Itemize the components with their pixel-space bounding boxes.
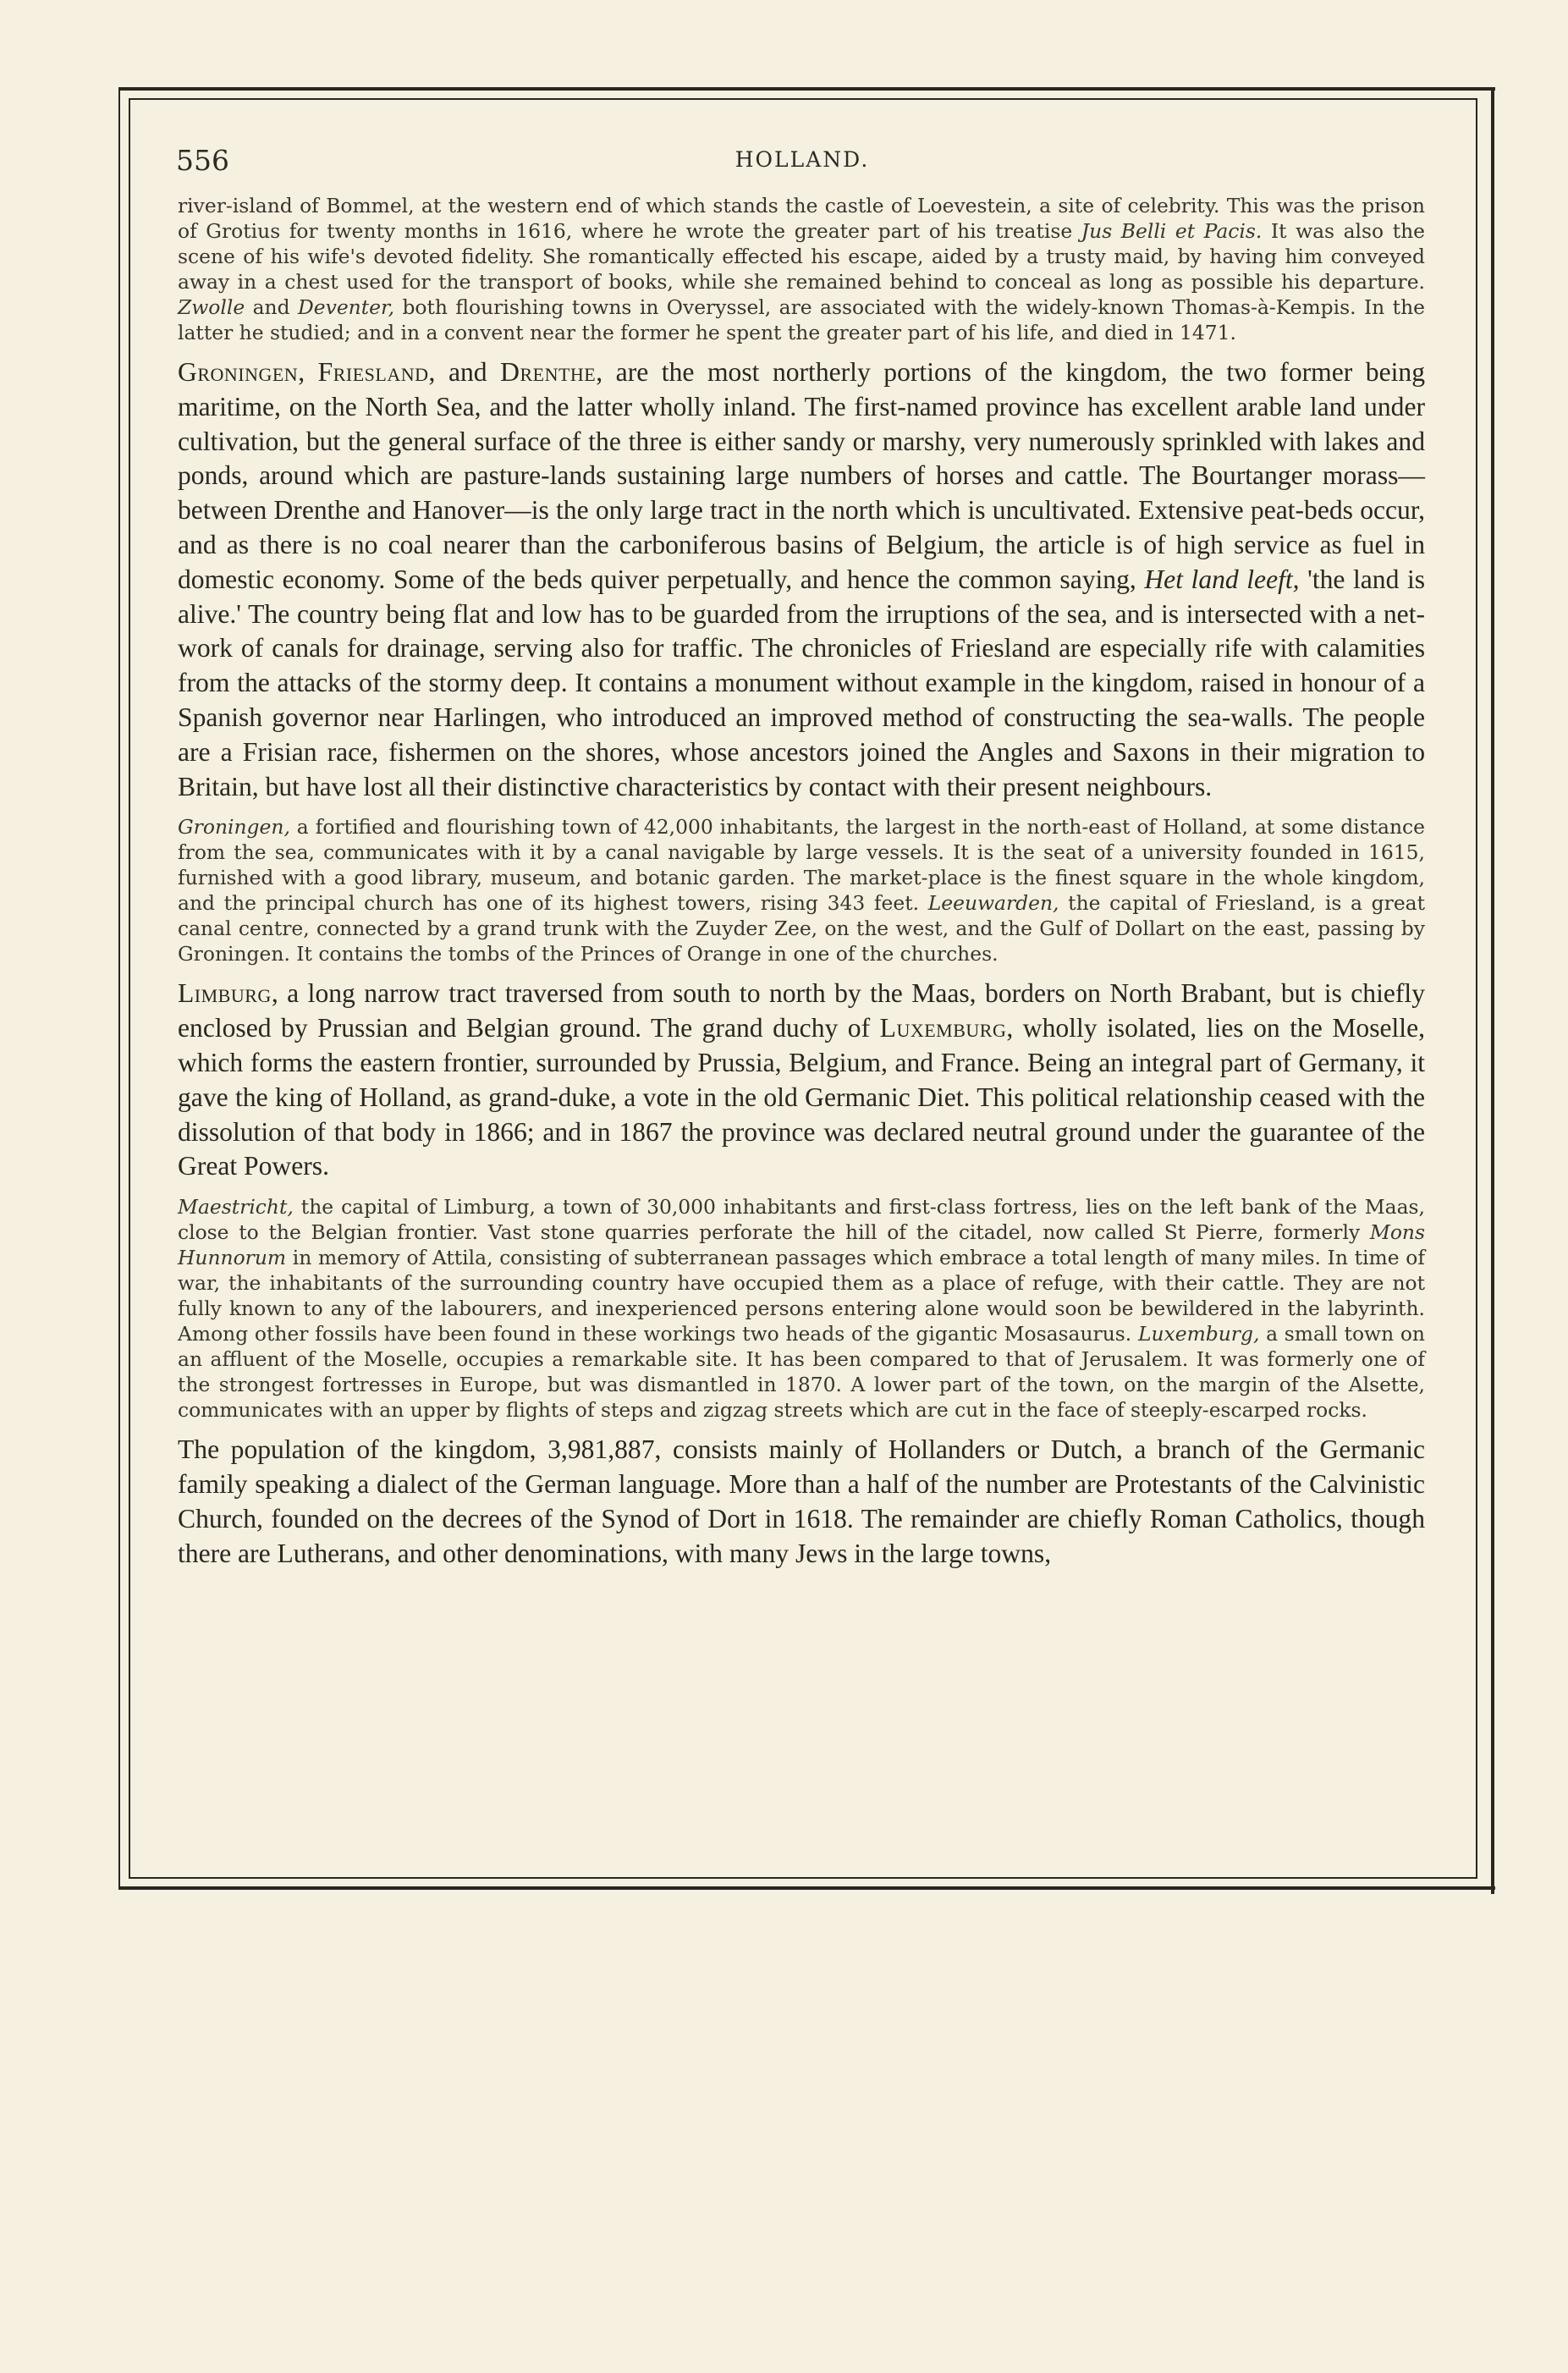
italic-saying: Het land leeft,: [1144, 564, 1300, 594]
text-run: , a long narrow tract traversed from south to north by the Maas, borders on North Brabant, but is chiefly enclosed by Prussian and Belgian ground. The grand duchy of: [178, 978, 1425, 1043]
paragraph-population: [178, 1433, 1425, 1571]
smallcaps-province: Luxemburg: [879, 1013, 1007, 1043]
paragraph-limburg: [178, 977, 1425, 1184]
frame-rule-top: [118, 87, 1495, 91]
text-run: a fortified and flourishing town of 42,000 inhabitants, the largest in the north-east of Holland, at some distance from the sea, communicates with it by a canal navigable by large vessels. It is the seat of a university founded in 1615, furnished with a good library, museum, and botanic garden. The market-place is the finest square in the whole kingdom, and the principal church has one of its highest towers, rising 343 feet.: [178, 815, 1425, 916]
text-run: , and: [428, 357, 501, 387]
text-run: both flourishing towns in Overyssel, are associated with the widely-known Thomas-à-Kempis. In the latter he studied; and in a convent near the former he spent the greater part of his life, and died in 1471.: [178, 295, 1425, 344]
text-run: 'the land is alive.' The country being flat and low has to be guarded from the irruptions of the sea, and is intersected with a net-work of canals for drainage, serving also for traffic. The chronicles of Friesland are especially rife with calamities from the attacks of the stormy deep. It contains a monument without example in the kingdom, raised in honour of a Spanish governor near Harlingen, who introduced an improved method of constructing the sea-walls. The people are a Frisian race, fishermen on the shores, whose ancestors joined the Angles and Saxons in their migration to Britain, but have lost all their distinctive characteristics by contact with their present neighbours.: [178, 564, 1426, 801]
text-run: in memory of Attila, consisting of subterranean passages which embrace a total length of many miles. In time of war, the inhabitants of the surrounding country have occupied them as a place of refuge, with their cattle. They are not fully known to any of the labourers, and inexperienced persons entering alone would soon be bewildered in the labyrinth. Among other fossils have been found in these workings two heads of the gigantic Mosasaurus.: [178, 1246, 1425, 1346]
smallcaps-province: Groningen: [178, 357, 299, 387]
running-head: HOLLAND.: [734, 147, 870, 172]
paragraph-maestricht: [178, 1194, 1425, 1423]
text-run: the capital of Friesland, is a great canal centre, connected by a grand trunk with the Zuyder Zee, on the west, and the Gulf of Dollart on the east, passing by Groningen. It contains the tombs of the Princes of Orange in one of the churches.: [178, 891, 1426, 966]
italic-title: Jus Belli et Pacis.: [1081, 219, 1263, 243]
text-run: It was also the scene of his wife's devoted fidelity. She romantically effected his escape, aided by a trusty maid, by having him conveyed away in a chest used for the transport of books, while she remained behind to conceal as long as possible his departure.: [178, 219, 1426, 294]
text-run: , wholly isolated, lies on the Moselle, which forms the eastern frontier, surrounded by Prussia, Belgium, and France. Being an integral part of Germany, it gave the king of Holland, as grand-duke, a vote in the old Germanic Diet. This political relationship ceased with the dissolution of that body in 1866; and in 1867 the province was declared neutral ground under the guarantee of the Great Powers.: [178, 1013, 1426, 1181]
text-run: river-island of Bommel, at the western end of which stands the castle of Loevestein, a site of celebrity. This was the prison of Grotius for twenty months in 1616, where he wrote the greater part of his treatise: [178, 194, 1425, 243]
italic-place: Deventer,: [298, 295, 395, 319]
italic-place: Maestricht,: [178, 1195, 294, 1220]
paragraph-bommel: [178, 193, 1425, 345]
smallcaps-province: Drenthe: [500, 357, 597, 387]
smallcaps-province: Friesland: [317, 357, 429, 387]
page-header: [176, 144, 1428, 178]
italic-place: Zwolle: [178, 295, 245, 319]
smallcaps-province: Limburg: [178, 978, 272, 1009]
page-number: 556: [176, 144, 229, 177]
text-run: a small town on an affluent of the Moselle, occupies a remarkable site. It has been compared to that of Jerusalem. It was formerly one of the strongest fortresses in Europe, but was dismantled in 1870. A lower part of the town, on the margin of the Alsette, communicates with an upper by flights of steps and zigzag streets which are cut in the face of steeply-escarped rocks.: [178, 1322, 1425, 1423]
paragraph-groningen-towns: [178, 814, 1425, 966]
paragraph-northern-provinces: [178, 355, 1425, 804]
italic-place: Leeuwarden,: [927, 891, 1059, 916]
italic-place: Luxemburg,: [1137, 1322, 1260, 1346]
frame-rule-left: [118, 87, 120, 1890]
text-run: ,: [298, 357, 318, 387]
page-body: [178, 193, 1425, 1571]
frame-rule-right: [1491, 87, 1494, 1894]
frame-rule-bottom: [118, 1886, 1495, 1890]
text-run: , are the most northerly portions of the kingdom, the two former being maritime, on the North Sea, and the latter wholly inland. The first-named province has excellent arable land under cultivation, but the general surface of the three is either sandy or marshy, very numerously sprinkled with lakes and ponds, around which are pasture-lands sustaining large numbers of horses and cattle. The Bourtanger morass—between Drenthe and Hanover—is the only large tract in the north which is uncultivated. Extensive peat-beds occur, and as there is no coal nearer than the carboniferous basins of Belgium, the article is of high service as fuel in domestic economy. Some of the beds quiver perpetually, and hence the common saying,: [178, 357, 1426, 594]
italic-place: Groningen,: [178, 815, 290, 840]
text-run: and: [245, 295, 299, 319]
text-run: the capital of Limburg, a town of 30,000 inhabitants and first-class fortress, lies on the left bank of the Maas, close to the Belgian frontier. Vast stone quarries perforate the hill of the citadel, now called St Pierre, formerly: [178, 1195, 1425, 1245]
text-run: The population of the kingdom, 3,981,887, consists mainly of Hollanders or Dutch, a branch of the Germanic family speaking a dialect of the German language. More than a half of the number are Protestants of the Calvinistic Church, founded on the decrees of the Synod of Dort in 1618. The remainder are chiefly Roman Catholics, though there are Lutherans, and other denominations, with many Jews in the large towns,: [178, 1434, 1425, 1568]
italic-latin: Mons Hunnorum: [178, 1220, 1425, 1270]
